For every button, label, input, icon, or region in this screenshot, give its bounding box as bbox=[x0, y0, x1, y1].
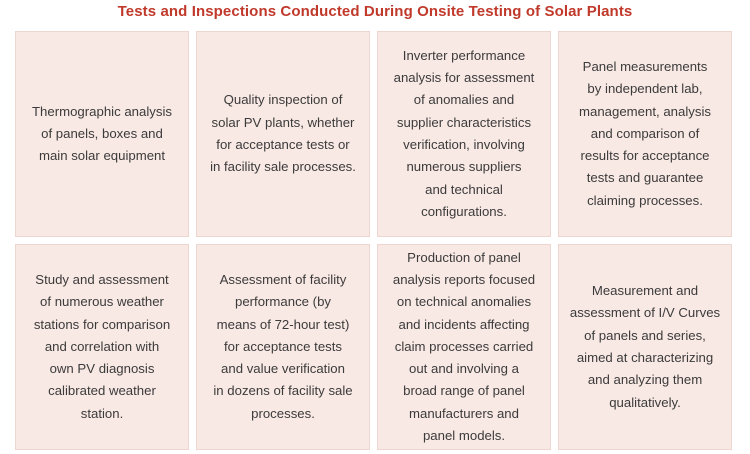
card-facility-performance bbox=[196, 244, 370, 450]
card-panel-measurements bbox=[558, 31, 732, 237]
card-inverter-performance bbox=[377, 31, 551, 237]
card-text: Measurement and assessment of I/V Curves of panels and series, aimed at characterizing and analyzing them qualitatively. bbox=[569, 283, 721, 410]
page-title: Tests and Inspections Conducted During Onsite Testing of Solar Plants bbox=[117, 3, 633, 20]
card-text: Panel measurements by independent lab, management, analysis and comparison of results for acceptance tests and guarantee claiming processes. bbox=[579, 58, 711, 208]
card-quality-inspection bbox=[196, 31, 370, 237]
card-text: Inverter performance analysis for assessment of anomalies and supplier characteristics verification, involving numerous suppliers and technical configurations. bbox=[393, 47, 535, 219]
card-text: Quality inspection of solar PV plants, whether for acceptance tests or in facility sale processes. bbox=[210, 92, 356, 175]
card-panel-analysis-reports bbox=[377, 244, 551, 450]
card-iv-curves bbox=[558, 244, 732, 450]
card-thermographic-analysis bbox=[15, 31, 189, 237]
card-text: Thermographic analysis of panels, boxes and main solar equipment bbox=[32, 103, 172, 164]
card-text: Study and assessment of numerous weather stations for comparison and correlation with own PV diagnosis calibrated weather station. bbox=[33, 271, 171, 421]
card-text: Assessment of facility performance (by means of 72-hour test) for acceptance tests and value verification in dozens of facility sale processes. bbox=[213, 271, 353, 421]
card-weather-stations bbox=[15, 244, 189, 450]
card-text: Production of panel analysis reports focused on technical anomalies and incidents affecting claim processes carried out and involving a broad range of panel manufacturers and panel models. bbox=[392, 249, 536, 444]
inspections-grid bbox=[15, 31, 744, 450]
